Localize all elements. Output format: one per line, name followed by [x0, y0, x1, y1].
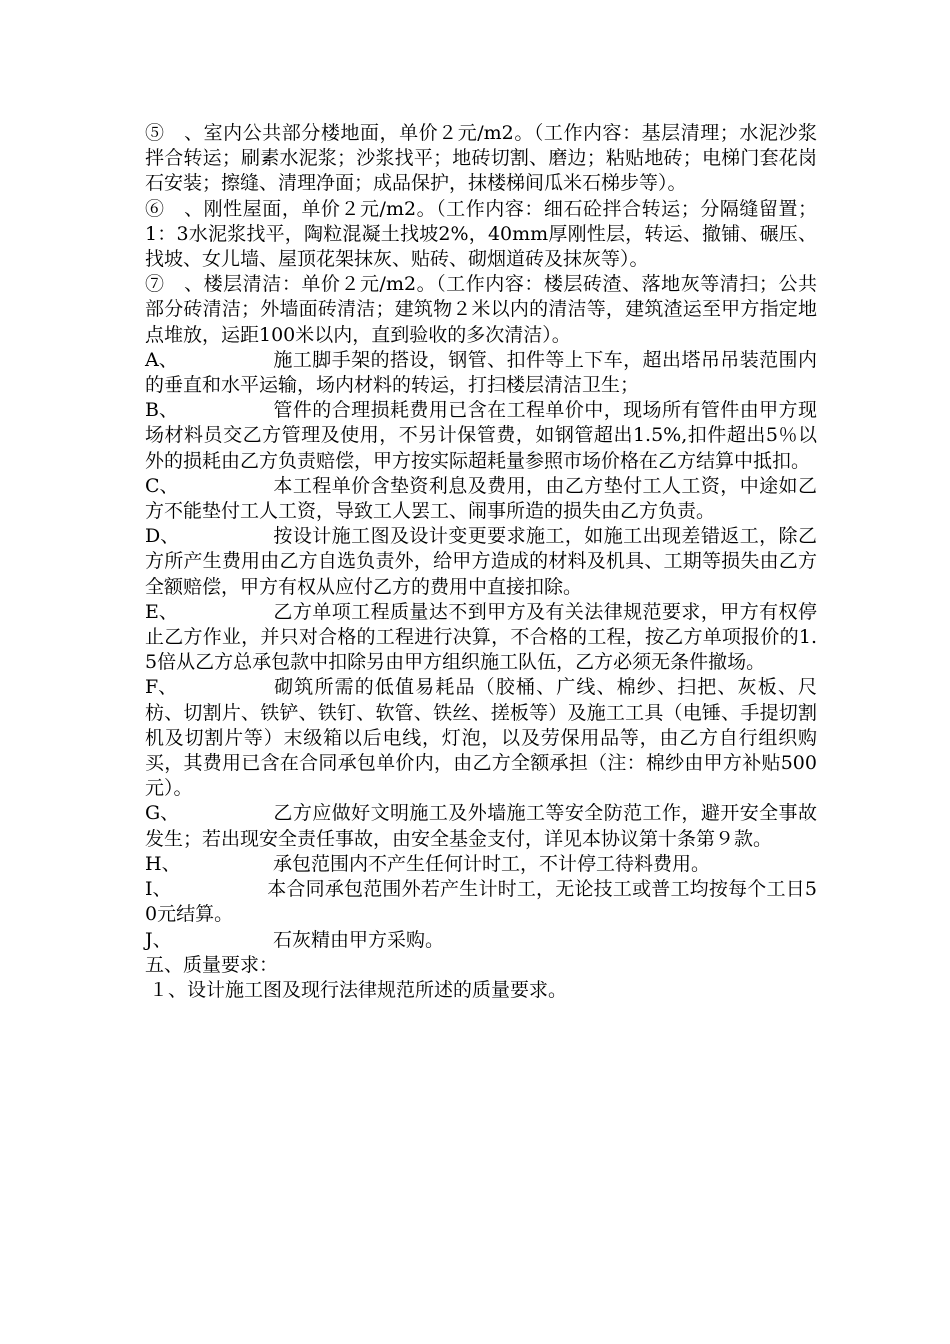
clause-marker: B、 — [145, 399, 178, 422]
clause-marker: C、 — [145, 474, 179, 497]
clause-text: 管件的合理损耗费用已含在工程单价中，现场所有管件由甲方现场材料员交乙方管理及使用，不另计保管费，如钢管超出1.5%,扣件超出5％以外的损耗由乙方负责赔偿，甲方按实际超耗量参照市场价格在乙方结算中抵扣。 — [145, 399, 817, 472]
clause-marker: E、 — [145, 600, 178, 623]
clause-text: 砌筑所需的低值易耗品（胶桶、广线、棉纱、扫把、灰板、尺枋、切割片、铁铲、铁钉、软管、铁丝、搓板等）及施工工具（电锤、手提切割机及切割片等）末级箱以后电线，灯泡，以及劳保用品等，由乙方自行组织购买，其费用已含在合同承包单价内，由乙方全额承担（注：棉纱由甲方补贴500元）。 — [145, 676, 817, 800]
clause-i — [145, 877, 817, 927]
clause-f — [145, 675, 817, 801]
clause-h — [145, 852, 817, 877]
paragraph-item-7: ⑦ 、楼层清洁：单价２元/m2。（工作内容：楼层砖渣、落地灰等清扫；公共部分砖清洁；外墙面砖清洁；建筑物２米以内的清洁等，建筑渣运至甲方指定地点堆放，运距100米以内，直到验收的多次清洁）。 — [145, 273, 817, 346]
clause-text: 石灰精由甲方采购。 — [273, 928, 445, 951]
clause-marker: I、 — [145, 878, 172, 901]
clause-marker: F、 — [145, 676, 178, 699]
document-body — [145, 121, 817, 1003]
clause-a — [145, 348, 817, 398]
clause-e — [145, 600, 817, 676]
clause-text: 施工脚手架的搭设，钢管、扣件等上下车，超出塔吊吊装范围内的垂直和水平运输，场内材料的转运，打扫楼层清洁卫生； — [145, 348, 817, 397]
clause-marker: H、 — [145, 852, 181, 875]
clause-b — [145, 398, 817, 474]
clause-marker: D、 — [145, 525, 180, 548]
paragraph-item-5: ⑤ 、室内公共部分楼地面，单价２元/m2。（工作内容：基层清理；水泥沙浆拌合转运；刷素水泥浆；沙浆找平；地砖切割、磨边；粘贴地砖；电梯门套花岗石安装；擦缝、清理净面；成品保护，抹楼梯间瓜米石梯步等）。 — [145, 122, 817, 195]
quality-item-1: １、设计施工图及现行法律规范所述的质量要求。 — [149, 978, 568, 1001]
section-heading: 五、质量要求： — [145, 953, 279, 976]
clause-text: 本工程单价含垫资利息及费用，由乙方垫付工人工资，中途如乙方不能垫付工人工资，导致工人罢工、闹事所造的损失由乙方负责。 — [145, 474, 817, 523]
clause-marker: A、 — [145, 348, 178, 371]
clause-c — [145, 474, 817, 524]
clause-d — [145, 524, 817, 600]
clause-j — [145, 928, 817, 953]
clause-text: 乙方应做好文明施工及外墙施工等安全防范工作，避开安全事故发生；若出现安全责任事故，由安全基金支付，详见本协议第十条第９款。 — [145, 802, 817, 850]
clause-text: 本合同承包范围外若产生计时工，无论技工或普工均按每个工日50元结算。 — [145, 878, 817, 926]
clause-text: 承包范围内不产生任何计时工，不计停工待料费用。 — [273, 852, 711, 875]
clause-text: 乙方单项工程质量达不到甲方及有关法律规范要求，甲方有权停止乙方作业，并只对合格的工程进行决算，不合格的工程，按乙方单项报价的1.5倍从乙方总承包款中扣除另由甲方组织施工队伍，乙方必须无条件撤场。 — [145, 600, 817, 674]
paragraph-item-6: ⑥ 、刚性屋面，单价２元/m2。（工作内容：细石砼拌合转运；分隔缝留置；1：3水泥浆找平，陶粒混凝土找坡2%，40mm厚刚性层，转运、撤铺、碾压、找坡、女儿墙、屋顶花架抹灰、贴砖、砌烟道砖及抹灰等）。 — [145, 197, 817, 271]
clause-marker: J、 — [145, 928, 172, 951]
clause-g — [145, 801, 817, 851]
clause-marker: G、 — [145, 802, 180, 825]
clause-text: 按设计施工图及设计变更要求施工，如施工出现差错返工，除乙方所产生费用由乙方自选负责外，给甲方造成的材料及机具、工期等损失由乙方全额赔偿，甲方有权从应付乙方的费用中直接扣除。 — [145, 525, 817, 598]
